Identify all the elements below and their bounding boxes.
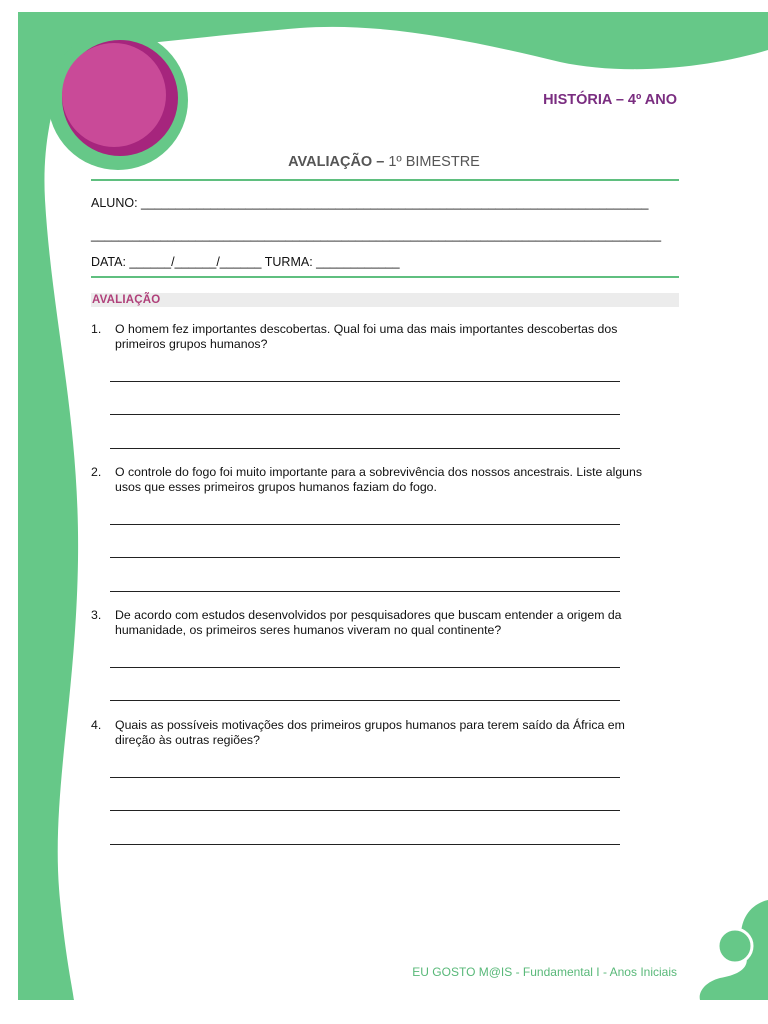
student-name-field: ALUNO: _________________________________________________________________________	[91, 196, 649, 210]
emblem-highlight	[62, 43, 166, 147]
question-number: 1.	[91, 322, 102, 336]
fields-divider	[91, 276, 679, 278]
title-divider	[91, 179, 679, 181]
answer-line	[110, 381, 620, 382]
student-name-continuation-line: __________________________________________________________________________________	[91, 228, 662, 242]
question-text: O controle do fogo foi muito importante para a sobrevivência dos nossos ancestrais. Liste alguns usos que esses primeiros grupos humanos faziam do fogo.	[115, 465, 643, 494]
answer-line	[110, 844, 620, 845]
answer-line	[110, 557, 620, 558]
subject-heading: HISTÓRIA – 4º ANO	[543, 92, 677, 108]
question-text: Quais as possíveis motivações dos primeiros grupos humanos para terem saído da África em direção às outras regiões?	[115, 718, 625, 747]
answer-line	[110, 810, 620, 811]
question-number: 2.	[91, 465, 102, 479]
question-4	[91, 718, 666, 748]
answer-line	[110, 524, 620, 525]
answer-line	[110, 448, 620, 449]
assessment-title-bold: AVALIAÇÃO –	[288, 154, 385, 170]
answer-line	[110, 591, 620, 592]
question-3	[91, 608, 666, 638]
question-number: 4.	[91, 718, 102, 732]
date-class-field: DATA: ______/______/______ TURMA: ____________	[91, 255, 400, 269]
question-1	[91, 322, 666, 352]
answer-line	[110, 414, 620, 415]
question-number: 3.	[91, 608, 102, 622]
answer-line	[110, 700, 620, 701]
bottom-right-dot	[718, 929, 752, 963]
assessment-title-rest: 1º BIMESTRE	[384, 154, 480, 170]
answer-line	[110, 777, 620, 778]
answer-line	[110, 667, 620, 668]
assessment-title	[90, 154, 678, 170]
section-header-bar	[91, 293, 679, 307]
section-label: AVALIAÇÃO	[92, 294, 161, 306]
footer-text: EU GOSTO M@IS - Fundamental I - Anos Iniciais	[412, 965, 677, 979]
question-text: De acordo com estudos desenvolvidos por pesquisadores que buscam entender a origem da humanidade, os primeiros seres humanos viveram no qual continente?	[115, 608, 622, 637]
question-text: O homem fez importantes descobertas. Qual foi uma das mais importantes descobertas dos primeiros grupos humanos?	[115, 322, 618, 351]
question-2	[91, 465, 666, 495]
